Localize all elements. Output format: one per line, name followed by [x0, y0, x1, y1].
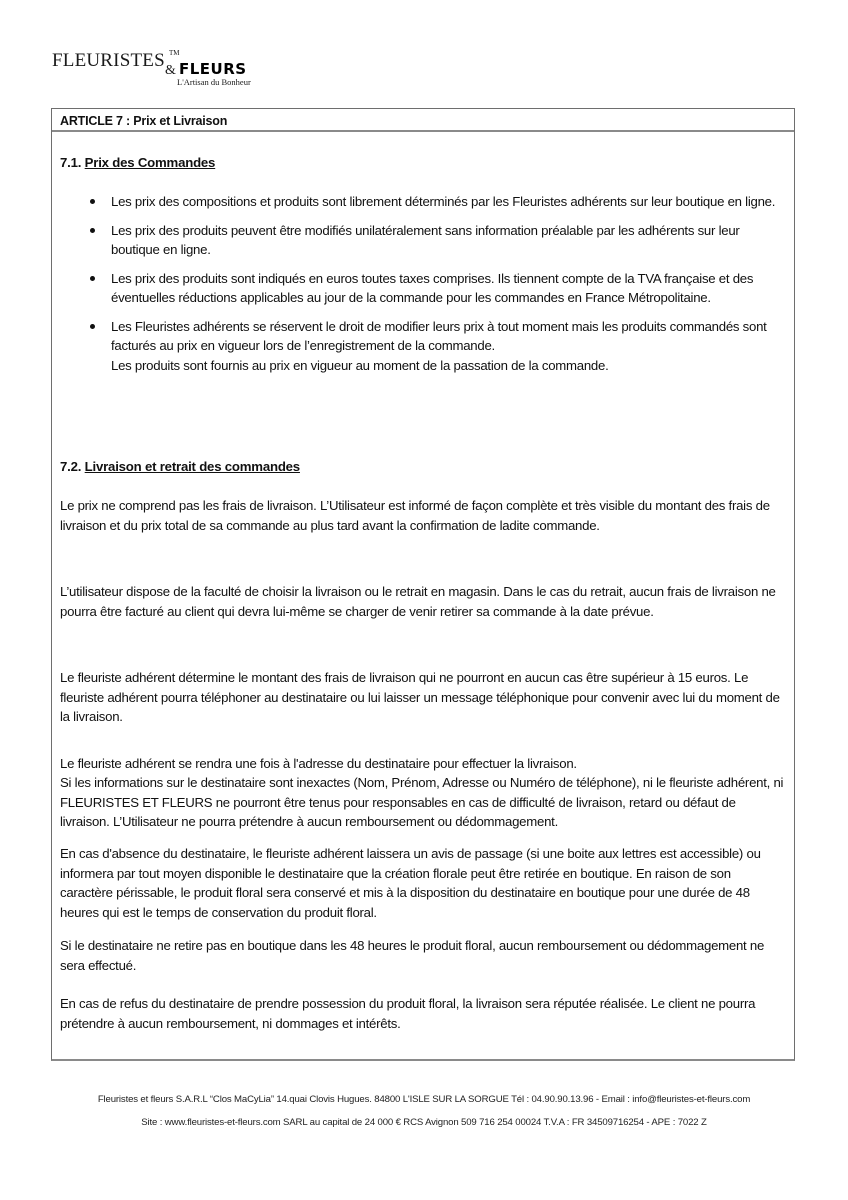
- bullet-text-continued: Les produits sont fournis au prix en vigueur au moment de la passation de la commande.: [111, 357, 609, 373]
- section-title: Prix des Commandes: [84, 155, 216, 170]
- section-title: Livraison et retrait des commandes: [84, 459, 300, 474]
- footer-legal: Site : www.fleuristes-et-fleurs.com SARL au capital de 24 000 € RCS Avignon 509 716 254 00024 T.V.A : FR 34509716254 - APE : 7022 Z: [141, 1117, 707, 1128]
- paragraph: En cas de refus du destinataire de prendre possession du produit floral, la livraison sera réputée réalisée. Le client ne pourra prétendre à aucun remboursement, ni dommages et intérêts.: [60, 996, 756, 1031]
- bullet-text: Les prix des produits peuvent être modifiés unilatéralement sans information préalable par les adhérents sur leur boutique en ligne.: [111, 222, 740, 257]
- bullet-text: Les Fleuristes adhérents se réservent le droit de modifier leurs prix à tout moment mais les produits commandés sont facturés au prix en vigueur lors de l’enregistrement de la commande.: [111, 318, 767, 353]
- logo-tagline: L'Artisan du Bonheur: [177, 77, 251, 87]
- logo-wordmark: FLEURISTES: [52, 50, 165, 71]
- paragraph: L’utilisateur dispose de la faculté de choisir la livraison ou le retrait en magasin. Dans le cas du retrait, aucun frais de livraison ne pourra être facturé au client qui devra lui-même se charger de venir retirer sa commande à la date prévue.: [60, 584, 776, 619]
- section-7-2-heading: [60, 457, 300, 477]
- paragraph: Si les informations sur le destinataire sont inexactes (Nom, Prénom, Adresse ou Numéro de téléphone), ni le fleuriste adhérent, ni FLEURISTES ET FLEURS ne pourront être tenus pour responsables en cas de difficulté de livraison, retard ou défaut de livraison. L’Utilisateur ne pourra prétendre à aucun remboursement ou dédommagement.: [60, 775, 784, 829]
- logo-ampersand: &: [165, 63, 176, 78]
- logo-trademark: TM: [169, 49, 180, 57]
- list-item: [60, 192, 784, 212]
- bullet-text: Les prix des compositions et produits sont librement déterminés par les Fleuristes adhérents sur leur boutique en ligne.: [111, 194, 776, 209]
- company-logo: [52, 50, 272, 90]
- list-item: [60, 317, 784, 376]
- bullet-icon: [90, 324, 95, 329]
- paragraph: Le fleuriste adhérent détermine le montant des frais de livraison qui ne pourront en aucun cas être supérieur à 15 euros. Le fleuriste adhérent pourra téléphoner au destinataire ou lui laisser un message téléphonique pour convenir avec lui du moment de la livraison.: [60, 670, 780, 724]
- article-box: [51, 108, 795, 1061]
- list-item: [60, 269, 784, 308]
- paragraph: Si le destinataire ne retire pas en boutique dans les 48 heures le produit floral, aucun remboursement ou dédommagement ne sera effectué.: [60, 938, 765, 973]
- paragraph: Le prix ne comprend pas les frais de livraison. L’Utilisateur est informé de façon complète et très visible du montant des frais de livraison et du prix total de sa commande au plus tard avant la confirmation de ladite commande.: [60, 498, 770, 533]
- bullet-text: Les prix des produits sont indiqués en euros toutes taxes comprises. Ils tiennent compte de la TVA française et des éventuelles réductions applicables au jour de la commande pour les commandes en France Métropolitaine.: [111, 270, 754, 305]
- price-bullet-list: [60, 192, 784, 384]
- logo-fleurs: FLEURS: [179, 60, 247, 78]
- section-number: 7.2.: [60, 459, 85, 474]
- bullet-icon: [90, 276, 95, 281]
- section-7-1-heading: [60, 153, 215, 173]
- bullet-icon: [90, 199, 95, 204]
- article-title: ARTICLE 7 : Prix et Livraison: [52, 109, 794, 132]
- list-item: [60, 221, 784, 260]
- paragraph: Le fleuriste adhérent se rendra une fois à l'adresse du destinataire pour effectuer la livraison.: [60, 756, 577, 771]
- footer-address: Fleuristes et fleurs S.A.R.L “Clos MaCyLia” 14.quai Clovis Hugues. 84800 L'ISLE SUR LA SORGUE Tél : 04.90.90.13.96 - Email : info@fleuristes-et-fleurs.com: [97, 1094, 751, 1105]
- bullet-icon: [90, 228, 95, 233]
- section-number: 7.1.: [60, 155, 85, 170]
- paragraph: En cas d'absence du destinataire, le fleuriste adhérent laissera un avis de passage (si une boite aux lettres est accessible) ou informera par tout moyen disponible le destinataire que la création florale peut être retirée en boutique. En raison de son caractère périssable, le produit floral sera conservé et mis à la disposition du destinataire en boutique pour une durée de 48 heures qui est le temps de conservation du produit floral.: [60, 846, 761, 920]
